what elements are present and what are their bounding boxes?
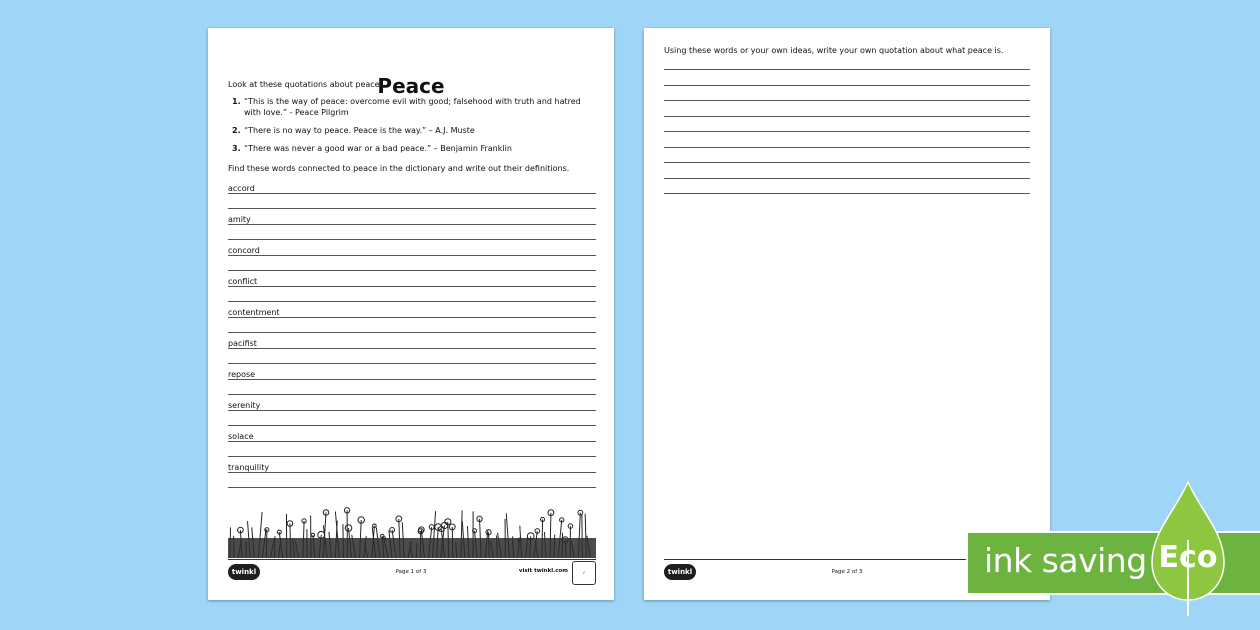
writing-line[interactable] — [664, 85, 1030, 101]
writing-line[interactable] — [664, 193, 1030, 194]
word-row — [228, 432, 596, 463]
writing-lines[interactable] — [664, 69, 1030, 194]
footer-divider — [228, 559, 596, 560]
definitions-instruction: Find these words connected to peace in the dictionary and write out their definitions. — [228, 164, 570, 173]
answer-line[interactable] — [228, 301, 596, 302]
word-label: conflict — [228, 277, 260, 286]
answer-line[interactable] — [228, 441, 596, 442]
ink-saving-text: ink saving — [984, 541, 1147, 580]
word-row — [228, 246, 596, 277]
writing-line[interactable] — [664, 100, 1030, 116]
answer-line[interactable] — [228, 208, 596, 209]
quality-badge-icon: ✓ — [572, 561, 596, 585]
word-row — [228, 339, 596, 370]
answer-line[interactable] — [228, 379, 596, 380]
answer-line[interactable] — [228, 410, 596, 411]
word-label: solace — [228, 432, 257, 441]
word-label: amity — [228, 215, 254, 224]
answer-line[interactable] — [228, 363, 596, 364]
answer-line[interactable] — [228, 193, 596, 194]
worksheet-page-1 — [208, 28, 614, 600]
quote-number: 2. — [232, 126, 241, 135]
word-row — [228, 463, 596, 494]
answer-line[interactable] — [228, 394, 596, 395]
quote-number: 3. — [232, 144, 241, 153]
word-label: accord — [228, 184, 258, 193]
page-title: Peace — [377, 74, 445, 98]
quote-text: “This is the way of peace: overcome evil with good; falsehood with truth and hatred with love.” - Peace Pilgrim — [244, 97, 581, 117]
word-row — [228, 277, 596, 308]
quote-text: “There was never a good war or a bad peace.” – Benjamin Franklin — [244, 144, 512, 153]
word-label: contentment — [228, 308, 283, 317]
intro-text: Look at these quotations about peace. — [228, 80, 383, 89]
word-row — [228, 184, 596, 215]
writing-line[interactable] — [664, 162, 1030, 178]
answer-line[interactable] — [228, 317, 596, 318]
visit-link[interactable]: visit twinkl.com — [518, 568, 568, 574]
eco-label: Eco — [1158, 540, 1218, 575]
word-row — [228, 370, 596, 401]
answer-line[interactable] — [228, 456, 596, 457]
twinkl-logo: twinkl — [664, 564, 696, 580]
writing-line[interactable] — [664, 69, 1030, 85]
quote-item — [228, 125, 598, 136]
word-definition-list — [228, 184, 596, 494]
answer-line[interactable] — [228, 348, 596, 349]
answer-line[interactable] — [228, 224, 596, 225]
writing-line[interactable] — [664, 178, 1030, 194]
answer-line[interactable] — [228, 270, 596, 271]
word-row — [228, 308, 596, 339]
writing-line[interactable] — [664, 116, 1030, 132]
word-label: pacifist — [228, 339, 260, 348]
word-label: concord — [228, 246, 263, 255]
answer-line[interactable] — [228, 472, 596, 473]
word-row — [228, 401, 596, 432]
word-label: serenity — [228, 401, 263, 410]
answer-line[interactable] — [228, 255, 596, 256]
quote-item — [228, 96, 598, 118]
answer-line[interactable] — [228, 332, 596, 333]
word-label: repose — [228, 370, 258, 379]
page-number: Page 2 of 3 — [831, 569, 863, 575]
quote-number: 1. — [232, 97, 241, 106]
quote-text: “There is no way to peace. Peace is the way.” – A.J. Muste — [244, 126, 475, 135]
quotes-list — [228, 96, 598, 161]
quote-item — [228, 143, 598, 154]
answer-line[interactable] — [228, 487, 596, 488]
word-label: tranquility — [228, 463, 272, 472]
flower-border-illustration — [228, 494, 596, 560]
answer-line[interactable] — [228, 425, 596, 426]
word-row — [228, 215, 596, 246]
worksheet-page-2 — [644, 28, 1050, 600]
writing-line[interactable] — [664, 131, 1030, 147]
twinkl-logo: twinkl — [228, 564, 260, 580]
page-number: Page 1 of 3 — [395, 569, 427, 575]
quotation-instruction: Using these words or your own ideas, write your own quotation about what peace is. — [664, 46, 1004, 55]
answer-line[interactable] — [228, 239, 596, 240]
writing-line[interactable] — [664, 147, 1030, 163]
answer-line[interactable] — [228, 286, 596, 287]
